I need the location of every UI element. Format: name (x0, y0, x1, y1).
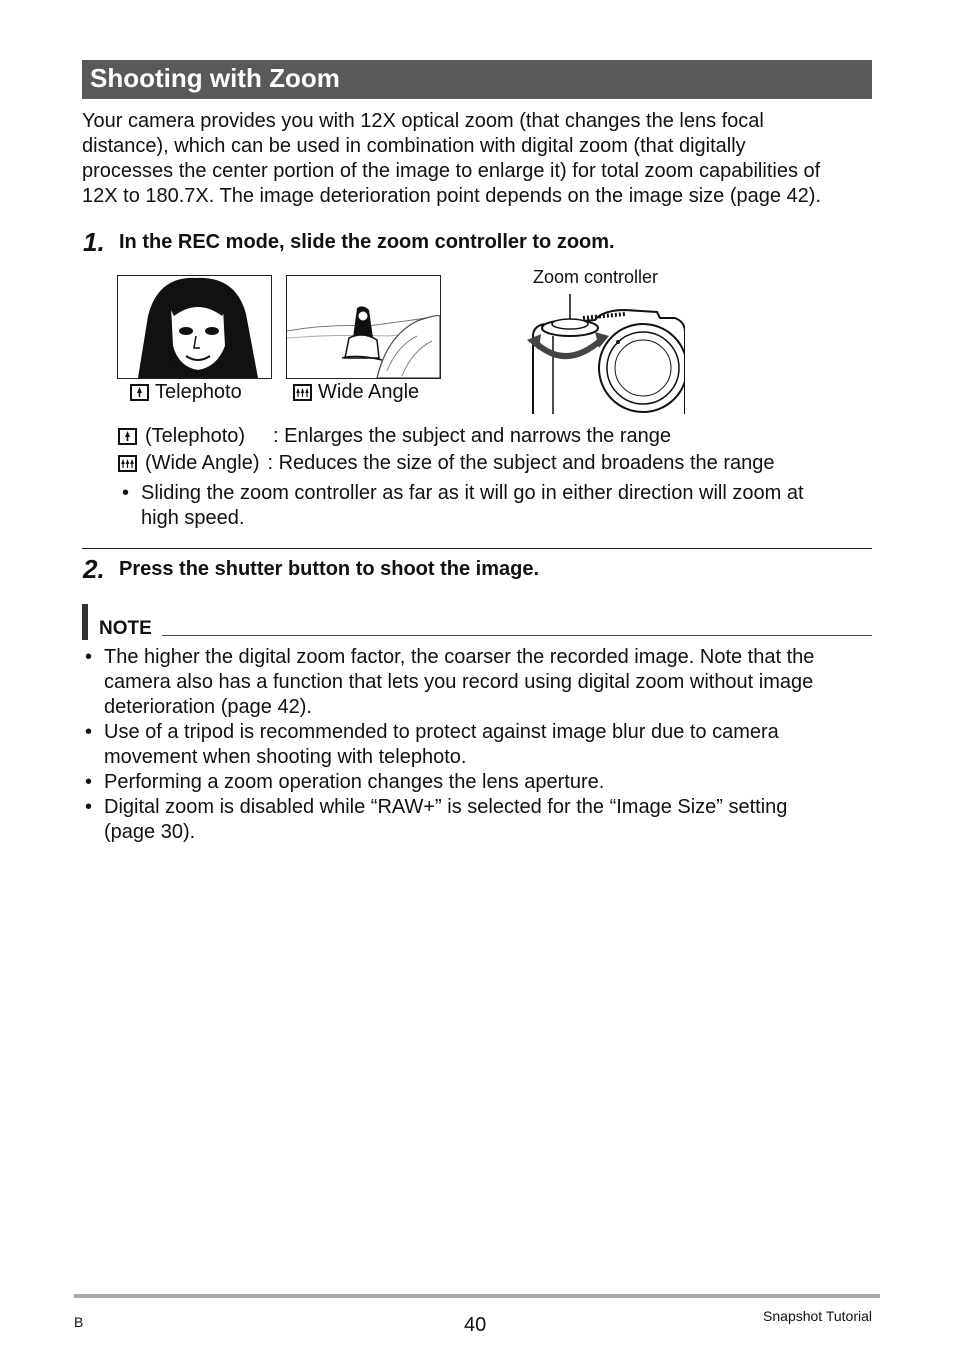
bullet-text: Use of a tripod is recommended to protect against image blur due to camera (104, 721, 779, 743)
wide-angle-example-photo (286, 275, 441, 379)
note-list (85, 645, 874, 845)
wide-angle-term: (Wide Angle) (145, 452, 260, 474)
bullet-dot: • (85, 771, 93, 793)
section-title-bar (82, 60, 872, 99)
note-marker-bar (82, 604, 88, 640)
bullet-line (85, 795, 874, 820)
intro-paragraph (82, 109, 872, 209)
bullet-dot: • (85, 796, 93, 818)
bullet-text: The higher the digital zoom factor, the coarser the recorded image. Note that the (104, 646, 815, 668)
telephoto-description (118, 425, 671, 448)
bullet-line: deterioration (page 42). (104, 696, 312, 718)
wide-angle-definition: : Reduces the size of the subject and broadens the range (267, 452, 775, 474)
bullet-line: camera also has a function that lets you record using digital zoom without image (104, 671, 814, 693)
bullet-line: (page 30). (104, 821, 196, 843)
note-item (85, 645, 874, 720)
wide-angle-description (118, 452, 775, 475)
bullet-dot: • (85, 646, 93, 668)
wide-angle-caption-text: Wide Angle (318, 381, 420, 403)
bullet-text: Digital zoom is disabled while “RAW+” is selected for the “Image Size” setting (104, 796, 788, 818)
bullet-line (85, 770, 874, 795)
bullet-text: Performing a zoom operation changes the lens aperture. (104, 771, 605, 793)
bullet-dot: • (122, 482, 130, 504)
footer-left-marker: B (74, 1314, 84, 1330)
bullet-text: Sliding the zoom controller as far as it will go in either direction will zoom at (141, 482, 804, 504)
bullet-line (85, 720, 874, 745)
note-item (85, 795, 874, 845)
step-1-bullet (122, 481, 804, 531)
telephoto-icon (118, 428, 137, 445)
step-2-number: 2. (83, 554, 105, 584)
step-2-text: Press the shutter button to shoot the image. (119, 558, 540, 580)
bullet-line: high speed. (141, 507, 245, 529)
wide-angle-caption (293, 381, 419, 404)
note-label: NOTE (99, 618, 152, 639)
intro-line: 12X to 180.7X. The image deterioration point depends on the image size (page 42). (82, 185, 822, 207)
telephoto-definition: : Enlarges the subject and narrows the range (273, 425, 672, 447)
bullet-line (122, 481, 804, 506)
wide-angle-icon (293, 384, 312, 401)
bullet-line: movement when shooting with telephoto. (104, 746, 467, 768)
step-1-text: In the REC mode, slide the zoom controller to zoom. (119, 231, 615, 253)
bullet-dot: • (85, 721, 93, 743)
camera-zoom-controller-illustration (525, 288, 685, 414)
intro-line: Your camera provides you with 12X optical zoom (that changes the lens focal (82, 110, 764, 132)
note-item (85, 770, 874, 795)
telephoto-caption (130, 381, 242, 404)
telephoto-caption-text: Telephoto (155, 381, 242, 403)
telephoto-icon (130, 384, 149, 401)
footer-rule (74, 1294, 880, 1298)
footer-section-name: Snapshot Tutorial (763, 1308, 872, 1324)
step-divider (82, 548, 872, 549)
note-item (85, 720, 874, 770)
bullet-line (85, 645, 874, 670)
telephoto-term: (Telephoto) (145, 425, 246, 447)
note-rule (162, 635, 872, 636)
intro-line: distance), which can be used in combination with digital zoom (that digitally (82, 135, 746, 157)
section-title: Shooting with Zoom (90, 63, 340, 93)
wide-angle-icon (118, 455, 137, 472)
intro-line: processes the center portion of the image to enlarge it) for total zoom capabilities of (82, 160, 821, 182)
telephoto-example-photo (117, 275, 272, 379)
zoom-controller-label: Zoom controller (533, 267, 659, 287)
step-1-number: 1. (83, 227, 105, 257)
page-number: 40 (464, 1314, 487, 1336)
